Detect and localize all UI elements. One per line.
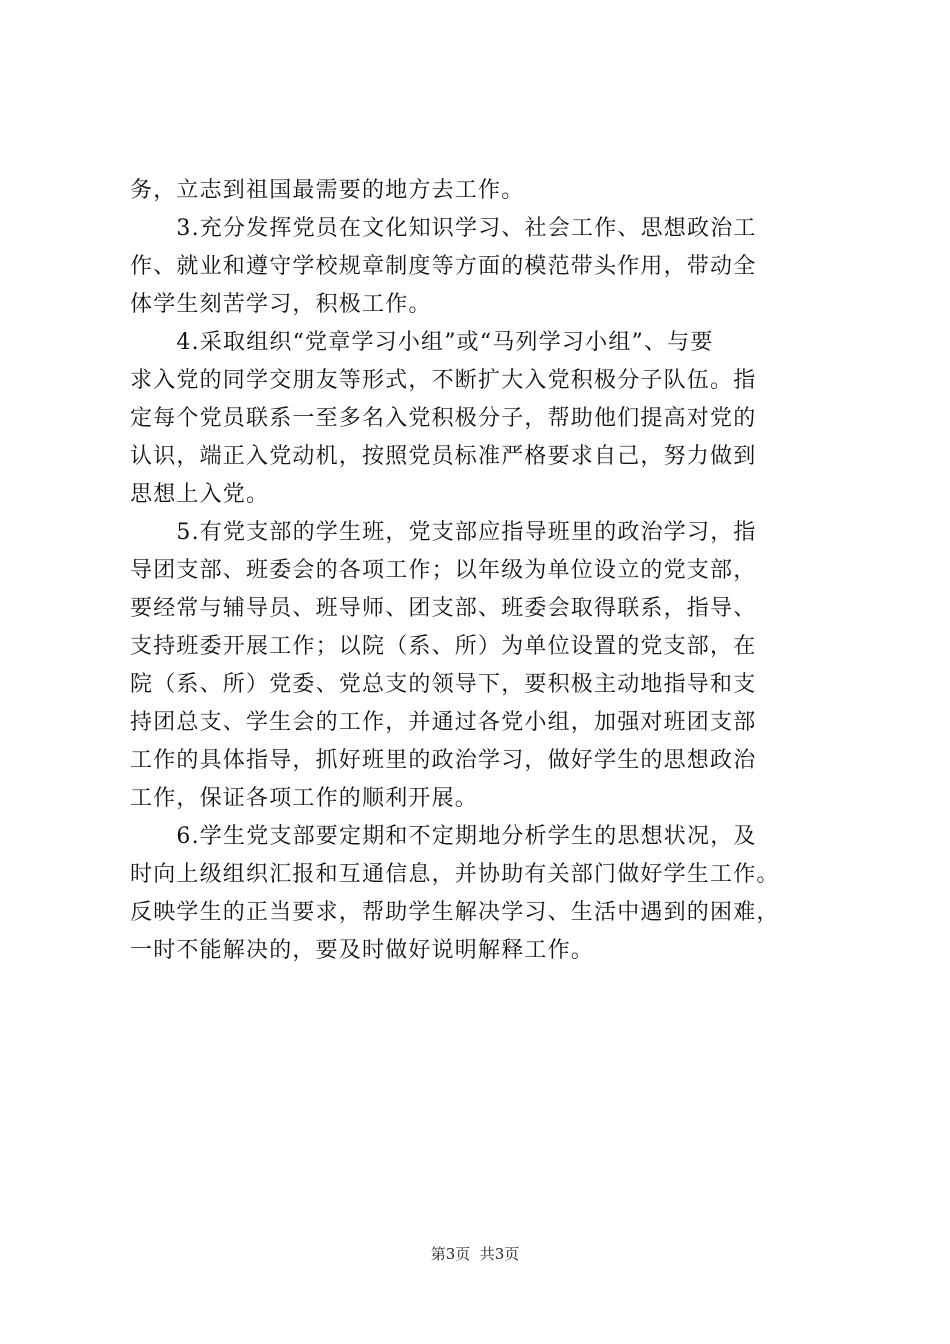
page-footer	[0, 1244, 950, 1264]
text-line: 作、就业和遵守学校规章制度等方面的模范带头作用，带动全	[130, 254, 757, 279]
text-line: 一时不能解决的，要及时做好说明解释工作。	[130, 938, 595, 963]
page-number-label: 第3页 共3页	[430, 1245, 520, 1263]
text-line: 要经常与辅导员、班导师、团支部、班委会取得联系，指导、	[130, 596, 757, 621]
text-line: 求入党的同学交朋友等形式，不断扩大入党积极分子队伍。指	[130, 368, 757, 393]
text-line: 反映学生的正当要求，帮助学生解决学习、生活中遇到的困难，	[130, 900, 780, 925]
text-line: 4.采取组织“党章学习小组”或“马列学习小组”、与要	[130, 330, 714, 355]
text-line: 5.有党支部的学生班，党支部应指导班里的政治学习，指	[130, 520, 757, 545]
text-line: 工作，保证各项工作的顺利开展。	[130, 786, 479, 811]
text-line: 定每个党员联系一至多名入党积极分子，帮助他们提高对党的	[130, 406, 757, 431]
text-line: 导团支部、班委会的各项工作；以年级为单位设立的党支部，	[130, 558, 757, 583]
text-line: 时向上级组织汇报和互通信息，并协助有关部门做好学生工作。	[130, 862, 780, 887]
text-line: 持团总支、学生会的工作，并通过各党小组，加强对班团支部	[130, 710, 757, 735]
text-line: 体学生刻苦学习，积极工作。	[130, 292, 432, 317]
text-line: 院（系、所）党委、党总支的领导下，要积极主动地指导和支	[130, 672, 757, 697]
document-body	[130, 172, 830, 970]
text-line: 思想上入党。	[130, 482, 270, 507]
text-line: 支持班委开展工作；以院（系、所）为单位设置的党支部，在	[130, 634, 757, 659]
text-line: 3.充分发挥党员在文化知识学习、社会工作、思想政治工	[130, 216, 757, 241]
text-line: 6.学生党支部要定期和不定期地分析学生的思想状况，及	[130, 824, 757, 849]
text-line: 认识，端正入党动机，按照党员标准严格要求自己，努力做到	[130, 444, 757, 469]
text-line: 工作的具体指导，抓好班里的政治学习，做好学生的思想政治	[130, 748, 757, 773]
text-line: 务，立志到祖国最需要的地方去工作。	[130, 178, 525, 203]
